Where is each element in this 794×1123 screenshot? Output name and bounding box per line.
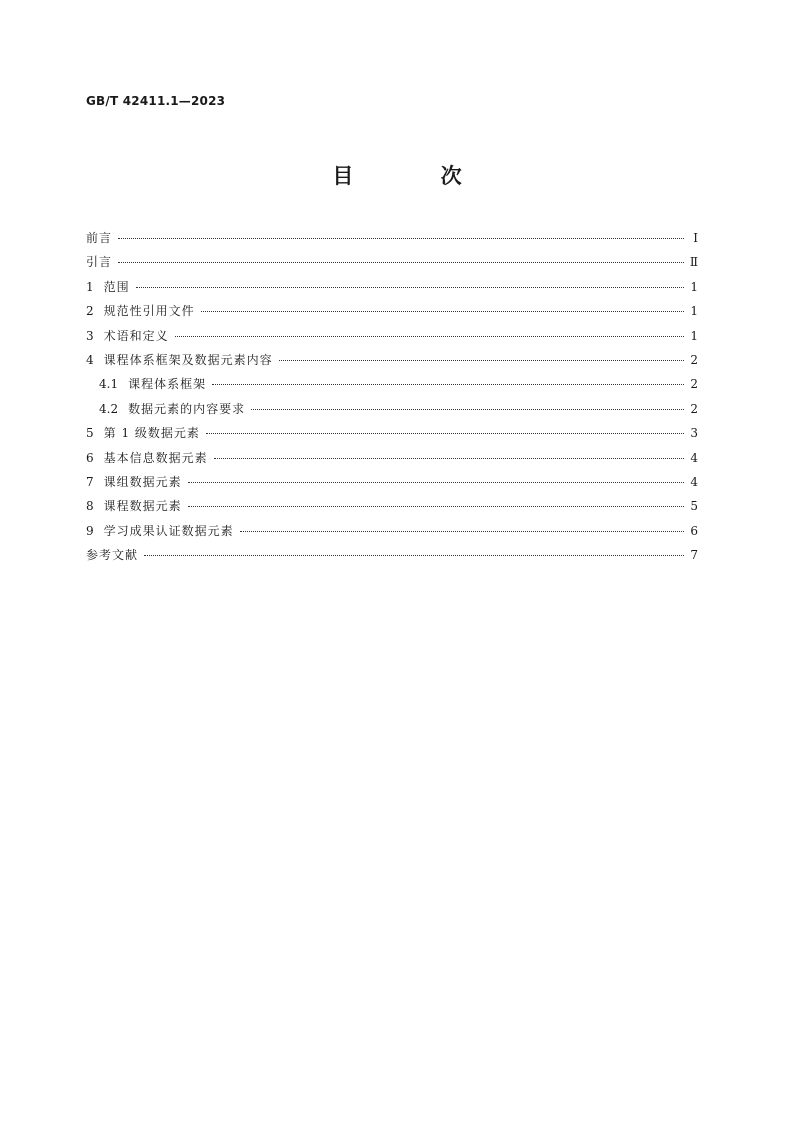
toc-dot-leader <box>136 287 684 288</box>
toc-entry-number: 7 <box>86 474 94 489</box>
toc-entry-page: 2 <box>690 401 698 416</box>
document-code: GB/T 42411.1—2023 <box>86 94 226 108</box>
toc-entry-label: 数据元素的内容要求 <box>128 401 246 416</box>
toc-entry[interactable] <box>86 374 698 398</box>
toc-dot-leader <box>214 458 684 459</box>
toc-entry-page: 3 <box>690 426 698 441</box>
toc-entry-label: 前言 <box>86 231 113 245</box>
toc-entry[interactable] <box>86 545 698 569</box>
toc-entry[interactable] <box>86 472 698 496</box>
toc-entry-number: 8 <box>86 499 94 514</box>
toc-dot-leader <box>118 238 684 239</box>
toc-entry-label: 规范性引用文件 <box>103 304 195 319</box>
toc-entry[interactable] <box>86 423 698 447</box>
toc-entry[interactable] <box>86 350 698 374</box>
toc-dot-leader <box>279 360 684 361</box>
toc-entry-page: 2 <box>690 377 698 392</box>
toc-entry[interactable] <box>86 448 698 472</box>
toc-entry[interactable] <box>86 252 698 276</box>
toc-entry[interactable] <box>86 399 698 423</box>
toc-dot-leader <box>206 433 684 434</box>
toc-entry-label: 课程体系框架 <box>128 377 207 392</box>
toc-dot-leader <box>118 262 684 263</box>
toc-entry-page: 1 <box>690 304 698 319</box>
toc-dot-leader <box>175 336 684 337</box>
toc-entry[interactable] <box>86 277 698 301</box>
toc-entry-number: 4.2 <box>99 401 119 416</box>
toc-entry[interactable] <box>86 326 698 350</box>
toc-entry-page: Ⅰ <box>693 231 698 245</box>
toc-entry-number: 5 <box>86 426 94 441</box>
toc-entry-label: 术语和定义 <box>103 328 169 343</box>
toc-entry-page: 2 <box>690 352 698 367</box>
toc-entry-label: 范围 <box>103 279 130 294</box>
toc-entry-page: 4 <box>690 474 698 489</box>
toc-entry-page: 5 <box>690 499 698 514</box>
toc-dot-leader <box>188 506 684 507</box>
toc-entry[interactable] <box>86 521 698 545</box>
toc-entry-label: 第 1 级数据元素 <box>103 426 200 441</box>
toc-entry-number: 9 <box>86 523 94 538</box>
toc-entry[interactable] <box>86 228 698 252</box>
toc-entry-page: 7 <box>690 548 698 563</box>
toc-entry-page: 4 <box>690 450 698 465</box>
toc-entry-label: 课组数据元素 <box>103 474 182 489</box>
toc-dot-leader <box>251 409 684 410</box>
toc-entry-page: 1 <box>690 279 698 294</box>
toc-entry-number: 3 <box>86 328 94 343</box>
toc-entry-number: 4.1 <box>99 377 119 392</box>
toc-entry-label: 引言 <box>86 255 113 270</box>
toc-entry-page: Ⅱ <box>689 255 698 270</box>
toc-dot-leader <box>188 482 684 483</box>
toc-entry-number: 2 <box>86 304 94 319</box>
toc-entry-label: 学习成果认证数据元素 <box>103 523 234 538</box>
page-title: 目 次 <box>332 164 502 188</box>
toc-entry-page: 6 <box>690 523 698 538</box>
toc-dot-leader <box>240 531 684 532</box>
toc-dot-leader <box>201 311 684 312</box>
toc-entry-page: 1 <box>690 328 698 343</box>
toc-entry-number: 1 <box>86 279 94 294</box>
toc-entry-number: 6 <box>86 450 94 465</box>
toc-dot-leader <box>212 384 684 385</box>
toc-dot-leader <box>144 555 684 556</box>
toc-entry[interactable] <box>86 496 698 520</box>
toc-entry-number: 4 <box>86 352 94 367</box>
toc-entry-label: 基本信息数据元素 <box>103 450 208 465</box>
toc-entry[interactable] <box>86 301 698 325</box>
toc-entry-label: 课程体系框架及数据元素内容 <box>103 352 273 367</box>
toc-entry-label: 参考文献 <box>86 548 139 563</box>
toc-entry-label: 课程数据元素 <box>103 499 182 514</box>
table-of-contents <box>86 228 698 569</box>
